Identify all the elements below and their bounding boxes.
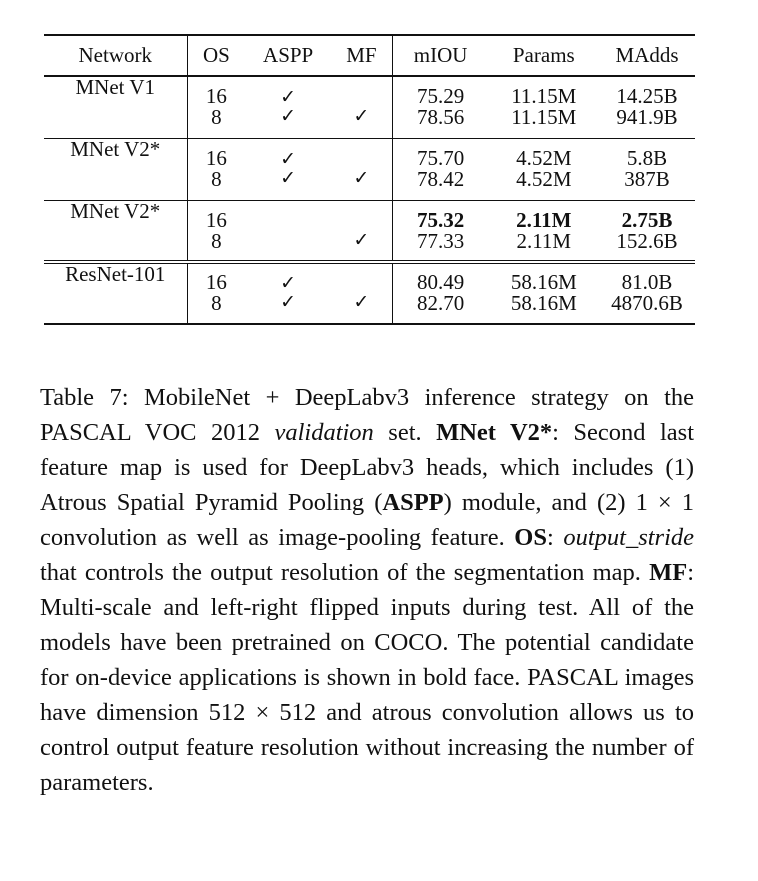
cell-aspp: ✓	[280, 86, 297, 108]
cell-mf	[331, 262, 392, 293]
cell-network: ResNet-101	[44, 262, 187, 293]
table-row	[44, 200, 695, 231]
table-row	[44, 107, 695, 138]
table-caption	[40, 380, 694, 800]
table-row	[44, 76, 695, 107]
table-row	[44, 262, 695, 293]
cell-miou: 82.70	[392, 293, 488, 324]
cell-mf: ✓	[331, 231, 392, 262]
cell-madds: 5.8B	[599, 138, 695, 169]
cell-miou: 75.29	[416, 84, 465, 108]
header-madds: MAdds	[599, 35, 695, 76]
cell-miou: 78.42	[416, 167, 465, 191]
caption-output-stride: output_stride	[563, 524, 695, 551]
cell-madds: 14.25B	[616, 84, 678, 108]
cell-miou: 77.33	[416, 229, 465, 253]
cell-miou: 75.32	[392, 200, 488, 231]
table-row	[44, 293, 695, 324]
cell-network: MNet V2*	[44, 200, 187, 231]
cell-os: 8	[211, 229, 222, 253]
cell-madds: 2.75B	[599, 200, 695, 231]
cell-os: 16	[187, 200, 245, 231]
cell-miou: 78.56	[416, 105, 465, 129]
cell-madds: 152.6B	[616, 229, 678, 253]
caption-def-aspp: ) module, and (2) 1 × 1 convolution as well as image-pooling feature.	[40, 489, 694, 551]
table-header-row	[44, 35, 695, 76]
caption-def-mf: : Multi-scale and left-right flipped inputs during test. All of the models have been pretrained on COCO. The potential candidate for on-device applications is shown in bold face. PASCAL images have dimension 512 × 512 and atrous convolution allows us to control output feature resolution without increasing the number of parameters.	[40, 559, 695, 796]
cell-mf: ✓	[331, 107, 392, 138]
cell-mf	[331, 138, 392, 169]
cell-network: MNet V1	[44, 76, 187, 107]
caption-term-mf: MF	[649, 559, 688, 586]
cell-os: 16	[205, 84, 227, 108]
caption-term-aspp: ASPP	[382, 489, 444, 516]
results-table	[44, 34, 695, 325]
cell-mf	[331, 200, 392, 231]
cell-params: 11.15M	[511, 84, 577, 108]
cell-aspp: ✓	[280, 167, 297, 189]
table-row	[44, 169, 695, 200]
header-mf: MF	[331, 35, 392, 76]
cell-network	[44, 231, 187, 262]
cell-params: 58.16M	[488, 293, 599, 324]
header-params: Params	[488, 35, 599, 76]
header-network: Network	[44, 35, 187, 76]
cell-os: 8	[211, 167, 222, 191]
caption-os-colon: :	[546, 524, 554, 551]
cell-aspp	[245, 200, 331, 231]
cell-network	[44, 169, 187, 200]
header-os: OS	[187, 35, 245, 76]
cell-madds: 81.0B	[599, 262, 695, 293]
cell-madds: 387B	[624, 167, 670, 191]
cell-params: 2.11M	[516, 229, 572, 253]
cell-aspp: ✓	[245, 138, 331, 169]
cell-params: 4.52M	[488, 138, 599, 169]
cell-network	[44, 293, 187, 324]
cell-mf: ✓	[331, 169, 392, 200]
cell-network	[44, 107, 187, 138]
cell-params: 2.11M	[488, 200, 599, 231]
cell-params: 58.16M	[488, 262, 599, 293]
caption-term-mnet: MNet V2*	[436, 419, 553, 446]
caption-sentence-end: set.	[388, 419, 422, 446]
cell-network: MNet V2*	[44, 138, 187, 169]
caption-term-os: OS	[514, 524, 547, 551]
cell-params: 11.15M	[511, 105, 577, 129]
cell-miou: 75.70	[392, 138, 488, 169]
cell-mf: ✓	[331, 293, 392, 324]
header-aspp: ASPP	[245, 35, 331, 76]
caption-def-mnet: : Second last feature map is used for DeepLabv3 heads, which includes (1) Atrous Spatial Pyramid Pooling (	[40, 419, 695, 516]
table-row	[44, 138, 695, 169]
caption-validation: validation	[274, 419, 374, 446]
cell-aspp: ✓	[280, 105, 297, 127]
cell-mf	[331, 76, 392, 107]
cell-os: 8	[211, 105, 222, 129]
caption-label: Table 7:	[40, 384, 129, 411]
cell-aspp: ✓	[245, 262, 331, 293]
cell-aspp	[245, 231, 331, 262]
cell-params: 4.52M	[516, 167, 572, 191]
cell-madds: 941.9B	[616, 105, 678, 129]
cell-miou: 80.49	[392, 262, 488, 293]
header-miou: mIOU	[392, 35, 488, 76]
cell-os: 16	[187, 138, 245, 169]
table-body	[44, 76, 695, 324]
caption-def-os: that controls the output resolution of the segmentation map.	[40, 559, 641, 586]
table-row	[44, 231, 695, 262]
caption-sentence: MobileNet + DeepLabv3 inference strategy on the PASCAL VOC 2012	[40, 384, 695, 446]
cell-os: 8	[187, 293, 245, 324]
cell-madds: 4870.6B	[599, 293, 695, 324]
cell-os: 16	[187, 262, 245, 293]
cell-aspp: ✓	[245, 293, 331, 324]
